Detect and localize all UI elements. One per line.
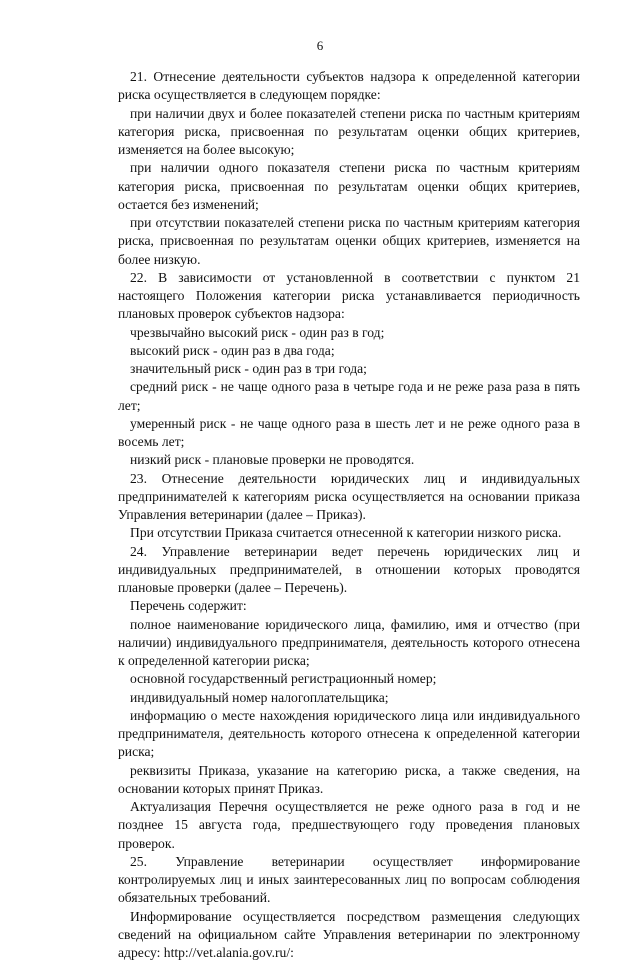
paragraph: реквизиты Приказа, указание на категорию риска, а также сведения, на основании которых принят Приказ.: [118, 762, 580, 799]
paragraph: высокий риск - один раз в два года;: [118, 342, 580, 360]
paragraph: 23. Отнесение деятельности юридических лиц и индивидуальных предпринимателей к категориям риска осуществляется на основании приказа Управления ветеринарии (далее – Приказ).: [118, 470, 580, 525]
paragraph: полное наименование юридического лица, фамилию, имя и отчество (при наличии) индивидуального предпринимателя, деятельность которого отнесена к определенной категории риска;: [118, 616, 580, 671]
paragraph: средний риск - не чаще одного раза в четыре года и не реже раза раза в пять лет;: [118, 378, 580, 415]
paragraph: значительный риск - один раз в три года;: [118, 360, 580, 378]
paragraph: низкий риск - плановые проверки не проводятся.: [118, 451, 580, 469]
paragraph: 25. Управление ветеринарии осуществляет информирование контролируемых лиц и иных заинтересованных лиц по вопросам соблюдения обязательных требований.: [118, 853, 580, 908]
paragraph: индивидуальный номер налогоплательщика;: [118, 689, 580, 707]
paragraph: При отсутствии Приказа считается отнесенной к категории низкого риска.: [118, 524, 580, 542]
body-text: [118, 68, 580, 962]
paragraph: 24. Управление ветеринарии ведет перечень юридических лиц и индивидуальных предпринимателей, в отношении которых проводятся плановые проверки (далее – Перечень).: [118, 543, 580, 598]
paragraph: основной государственный регистрационный номер;: [118, 670, 580, 688]
paragraph: Информирование осуществляется посредством размещения следующих сведений на официальном сайте Управления ветеринарии по электронному адресу: http://vet.alania.gov.ru/:: [118, 908, 580, 962]
paragraph: Актуализация Перечня осуществляется не реже одного раза в год и не позднее 15 августа года, предшествующего году проведения плановых проверок.: [118, 798, 580, 853]
paragraph: при наличии одного показателя степени риска по частным критериям категория риска, присвоенная по результатам оценки общих критериев, остается без изменений;: [118, 159, 580, 214]
paragraph: информацию о месте нахождения юридического лица или индивидуального предпринимателя, деятельность которого отнесена к определенной категории риска;: [118, 707, 580, 762]
paragraph: при наличии двух и более показателей степени риска по частным критериям категория риска, присвоенная по результатам оценки общих критериев, изменяется на более высокую;: [118, 105, 580, 160]
paragraph: Перечень содержит:: [118, 597, 580, 615]
paragraph: 22. В зависимости от установленной в соответствии с пунктом 21 настоящего Положения категории риска устанавливается периодичность плановых проверок субъектов надзора:: [118, 269, 580, 324]
paragraph: при отсутствии показателей степени риска по частным критериям категория риска, присвоенная по результатам оценки общих критериев, изменяется на более низкую.: [118, 214, 580, 269]
paragraph: умеренный риск - не чаще одного раза в шесть лет и не реже одного раза в восемь лет;: [118, 415, 580, 452]
paragraph: чрезвычайно высокий риск - один раз в год;: [118, 324, 580, 342]
paragraph: 21. Отнесение деятельности субъектов надзора к определенной категории риска осуществляется в следующем порядке:: [118, 68, 580, 105]
page-number: 6: [0, 38, 640, 54]
